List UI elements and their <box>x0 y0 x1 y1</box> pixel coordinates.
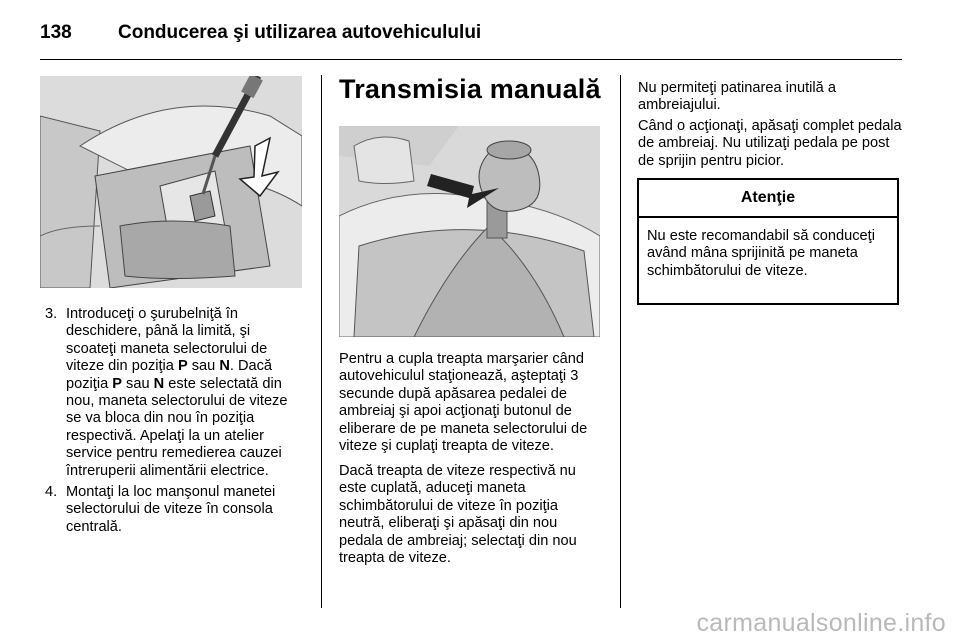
step-item <box>40 306 304 480</box>
step-item <box>40 484 304 536</box>
clutch-pedal-paragraph: Când o acţionaţi, apăsaţi complet pedala de ambreiaj. Nu utilizaţi pedala pe post de sprijin pentru picior. <box>638 118 902 169</box>
selector-lever-release-illustration <box>40 76 302 288</box>
step-text: este selectată din nou, maneta selectorului de viteze se va bloca din nou în poziţia respectivă. Apelaţi la un atelier service pentru remedierea cauzei întreruperii alimentării electrice. <box>66 375 288 479</box>
position-label: N <box>153 375 165 392</box>
position-label: P <box>112 375 122 392</box>
step-text: sau <box>121 375 154 392</box>
warning-text: Nu este recomandabil să conduceţi având mâna sprijinită pe maneta schimbătorului de viteze. <box>647 228 875 279</box>
chapter-title: Conducerea şi utilizarea autovehiculului <box>118 22 482 43</box>
clutch-slip-paragraph: Nu permiteţi patinarea inutilă a ambreiajului. <box>638 80 836 114</box>
header-rule <box>40 59 902 60</box>
position-label: N <box>219 358 230 375</box>
watermark: carmanualsonline.info <box>696 609 946 637</box>
warning-box <box>637 178 899 305</box>
column-divider <box>620 75 621 608</box>
column-divider <box>321 75 322 608</box>
page-number: 138 <box>40 22 72 43</box>
step-text: . Dacă poziţia <box>66 358 273 392</box>
step-text: Introduceţi o şurubelniţă în deschidere, până la limită, şi scoateţi maneta selectorului de viteze din poziţia <box>66 306 268 375</box>
gear-knob-illustration <box>339 126 600 337</box>
section-title: Transmisia manuală <box>339 74 601 104</box>
gear-not-engaged-paragraph: Dacă treapta de viteze respectivă nu este cuplată, aduceţi maneta schimbătorului de viteze în poziţia neutră, eliberaţi şi apăsaţi din nou pedala de ambreiaj; selectaţi din nou treapta de viteze. <box>339 463 577 567</box>
step-number: 3. <box>45 306 58 322</box>
reverse-gear-paragraph: Pentru a cupla treapta marşarier când autovehiculul staţionează, aşteptaţi 3 secunde după apăsarea pedalei de ambreiaj şi apoi acţionaţi butonul de eliberare de pe maneta selectorului de viteze şi cuplaţi treapta de viteze. <box>339 351 588 455</box>
step-number: 4. <box>45 484 58 501</box>
step-text: sau <box>187 358 220 375</box>
step-text: Montaţi la loc manşonul manetei selectorului de viteze în consola centrală. <box>66 484 276 535</box>
warning-title: Atenţie <box>639 180 897 218</box>
instruction-steps <box>40 306 304 540</box>
position-label: P <box>177 358 188 375</box>
